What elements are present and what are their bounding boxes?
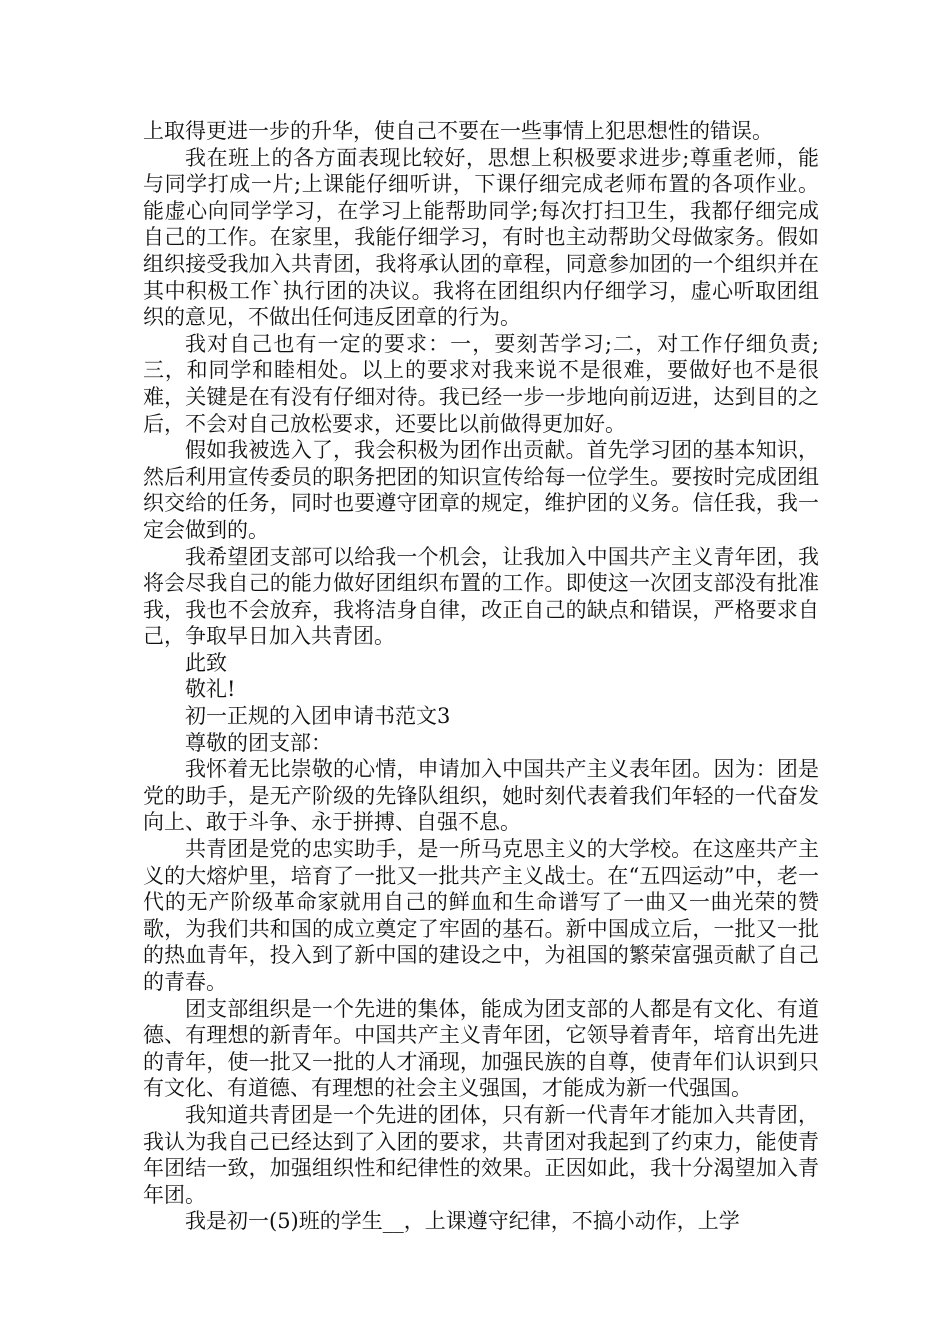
greeting: 尊敬的团支部： <box>185 730 332 755</box>
paragraph-1: 上取得更进一步的升华，使自己不要在一些事情上犯思想性的错误。 <box>143 119 773 143</box>
section-title: 初一正规的入团申请书范文3 <box>185 704 451 729</box>
closing-salutation: 此致 <box>185 650 227 675</box>
paragraph-4: 假如我被选入了，我会积极为团作出贡献。首先学习团的基本知识，然后利用宣传委员的职务把团的知识宣传给每一位学生。要按时完成团组织交给的任务，同时也要遵守团章的规定，维护团的义务。信任我，我一定会做到的。 <box>143 438 819 542</box>
paragraph-5: 我希望团支部可以给我一个机会，让我加入中国共产主义青年团，我将会尽我自己的能力做好团组织布置的工作。即使这一次团支部没有批准我，我也不会放弃，我将洁身自律，改正自己的缺点和错误，严格要求自己，争取早日加入共青团。 <box>143 544 819 649</box>
paragraph-3: 我对自己也有一定的要求：一，要刻苦学习;二，对工作仔细负责;三，和同学和睦相处。以上的要求对我来说不是很难，要做好也不是很难，关键是在有没有仔细对待。我已经一步一步地向前迈进，达到目的之后，不会对自己放松要求，还要比以前做得更加好。 <box>143 331 819 436</box>
paragraph-2: 我在班上的各方面表现比较好，思想上积极要求进步;尊重老师，能与同学打成一片;上课能仔细听讲，下课仔细完成老师布置的各项作业。能虚心向同学学习，在学习上能帮助同学;每次打扫卫生，我都仔细完成自己的工作。在家里，我能仔细学习，有时也主动帮助父母做家务。假如组织接受我加入共青团，我将承认团的章程，同意参加团的一个组织并在其中积极工作`执行团的决议。我将在团组织内仔细学习，虚心听取团组织的意见，不做出任何违反团章的行为。 <box>143 145 819 330</box>
paragraph-10: 我是初一(5)班的学生__，上课遵守纪律，不搞小动作，上学 <box>185 1209 740 1234</box>
closing-regards: 敬礼! <box>185 677 236 702</box>
paragraph-8: 团支部组织是一个先进的集体，能成为团支部的人都是有文化、有道德、有理想的新青年。中国共产主义青年团，它领导着青年，培育出先进的青年，使一批又一批的人才涌现，加强民族的自尊，使青年们认识到只有文化、有道德、有理想的社会主义强国，才能成为新一代强国。 <box>143 996 819 1101</box>
paragraph-7: 共青团是党的忠实助手，是一所马克思主义的大学校。在这座共产主义的大熔炉里，培育了一批又一批共产主义战士。在“五四运动”中，老一代的无产阶级革命家就用自己的鲜血和生命谱写了一曲又一曲光荣的赞歌，为我们共和国的成立奠定了牢固的基石。新中国成立后，一批又一批的热血青年，投入到了新中国的建设之中，为祖国的繁荣富强贡献了自己的青春。 <box>143 837 819 994</box>
paragraph-6: 我怀着无比崇敬的心情，申请加入中国共产主义表年团。因为：团是党的助手，是无产阶级的先锋队组织，她时刻代表着我们年轻的一代奋发向上、敢于斗争、永于拼搏、自强不息。 <box>143 757 819 835</box>
document-page <box>143 118 819 1235</box>
paragraph-9: 我知道共青团是一个先进的团体，只有新一代青年才能加入共青团，我认为我自己已经达到了入团的要求，共青团对我起到了约束力，能使青年团结一致，加强组织性和纪律性的效果。正因如此，我十分渴望加入青年团。 <box>143 1102 819 1207</box>
